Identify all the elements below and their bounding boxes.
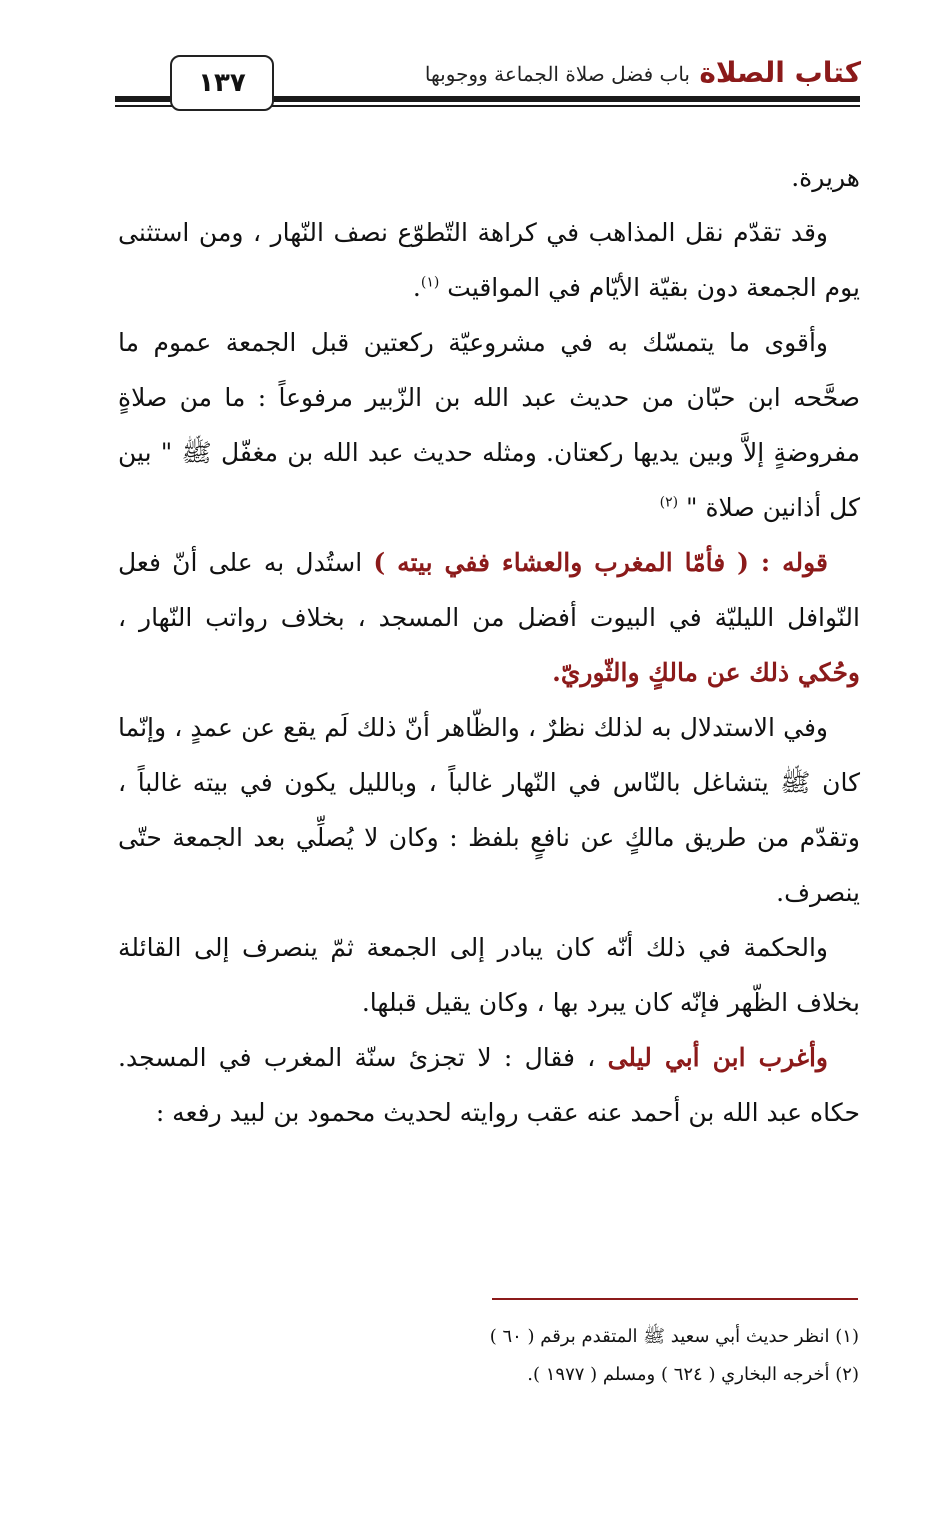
paragraph-2-end: . xyxy=(412,273,421,302)
book-title: كتاب الصلاة xyxy=(699,56,861,89)
footnote-2: (٢) أخرجه البخاري ( ٦٢٤ ) ومسلم ( ١٩٧٧ ). xyxy=(527,1364,859,1385)
paragraph-6-text: والحكمة في ذلك أنّه كان يبادر إلى الجمعة ثمّ ينصرف إلى القائلة بخلاف الظّهر فإنّه كان يبرد بها ، وكان يقيل قبلها. xyxy=(118,933,860,1017)
paragraph-3-text: وأقوى ما يتمسّك به في مشروعيّة ركعتين قبل الجمعة عموم ما صحَّحه ابن حبّان من حديث عبد الله بن الزّبير مرفوعاً : ما من صلاةٍ مفروضةٍ إلاَّ وبين يديها ركعتان. ومثله حديث عبد الله بن مغفّل ﷺ " بين كل أذانين صلاة " xyxy=(118,328,860,522)
paragraph-5 xyxy=(118,700,860,920)
paragraph-5-text: وفي الاستدلال به لذلك نظرٌ ، والظّاهر أنّ ذلك لَم يقع عن عمدٍ ، وإنّما كان ﷺ يتشاغل بالنّاس في النّهار غالباً ، وبالليل يكون في بيته غالباً ، وتقدّم من طريق مالكٍ عن نافعٍ بلفظ : وكان لا يُصلِّي بعد الجمعة حتّى ينصرف. xyxy=(118,713,860,907)
paragraph-1 xyxy=(118,150,860,205)
footnote-1: (١) انظر حديث أبي سعيد ﷺ المتقدم برقم ( ٦٠ ) xyxy=(489,1326,859,1347)
footnote-divider xyxy=(492,1298,858,1300)
paragraph-7-highlight: وأغرب ابن أبي ليلى xyxy=(607,1043,828,1072)
footnote-ref-2[interactable]: (٢) xyxy=(659,494,679,511)
paragraph-4-highlight: وحُكي ذلك عن مالكٍ والثّوريّ. xyxy=(552,658,860,687)
paragraph-6 xyxy=(118,920,860,1030)
main-text xyxy=(118,150,860,1140)
page-header xyxy=(0,0,945,115)
paragraph-2 xyxy=(118,205,860,315)
footnotes xyxy=(117,1318,859,1394)
paragraph-7-text: ، فقال : لا تجزئ سنّة المغرب في المسجد. حكاه عبد الله بن أحمد عنه عقب روايته لحديث محمود بن لبيد رفعه : xyxy=(118,1043,860,1127)
chapter-title: باب فضل صلاة الجماعة ووجوبها xyxy=(424,62,690,86)
paragraph-1-text: هريرة. xyxy=(791,163,860,192)
paragraph-7 xyxy=(118,1030,860,1140)
footnote-ref-1[interactable]: (١) xyxy=(420,274,440,291)
paragraph-2-text: وقد تقدّم نقل المذاهب في كراهة التّطوّع نصف النّهار ، ومن استثنى يوم الجمعة دون بقيّة الأيّام في المواقيت xyxy=(118,218,860,302)
paragraph-3 xyxy=(118,315,860,535)
paragraph-4-text: استُدل به على أنّ فعل النّوافل الليليّة في البيوت أفضل من المسجد ، بخلاف رواتب النّهار ، xyxy=(118,548,860,632)
paragraph-4 xyxy=(118,535,860,700)
quoted-hadith-phrase: قوله : ( فأمّا المغرب والعشاء ففي بيته ) xyxy=(373,548,828,577)
page-number: ١٣٧ xyxy=(170,55,274,111)
